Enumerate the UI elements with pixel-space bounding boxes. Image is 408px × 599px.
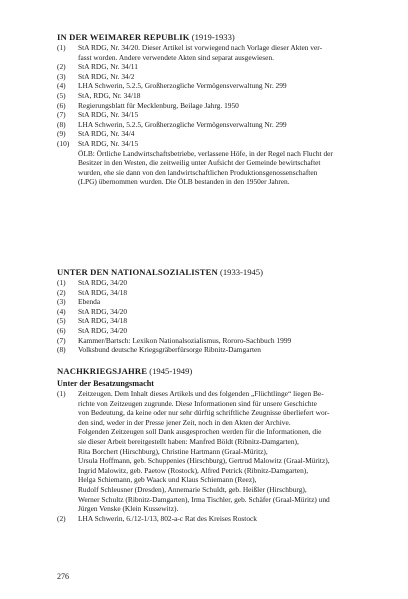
footnote-text: StA RDG, 34/20 bbox=[78, 325, 128, 335]
footnote-text: Rita Borchert (Hirschburg), Christine Hartmann (Graal-Müritz), bbox=[78, 446, 268, 456]
footnote bbox=[57, 91, 387, 101]
footnote-number: (3) bbox=[57, 71, 66, 81]
footnote-text: Werner Schultz (Ribnitz-Damgarten), Irma Tischler, geb. Schäfer (Graal-Müritz) und bbox=[78, 494, 330, 504]
footnote-text: sie dieser Arbeit bereitgestellt haben: Manfred Böldt (Ribnitz-Damgarten), bbox=[78, 436, 299, 446]
footnote bbox=[57, 101, 387, 111]
footnote-number: (9) bbox=[57, 129, 66, 139]
subsection-heading: Unter der Besatzungsmacht bbox=[57, 379, 155, 388]
section-nationalsozialisten bbox=[57, 267, 387, 355]
footnote-text: StA, RDG, Nr. 34/18 bbox=[78, 90, 141, 100]
footnote-text: StA RDG, Nr. 34/15 bbox=[78, 138, 139, 148]
footnote bbox=[57, 297, 387, 307]
footnote-number: (1) bbox=[57, 43, 66, 52]
footnote bbox=[57, 278, 387, 288]
footnote-continuation: ÖLB: Örtliche Landwirtschaftsbetriebe, verlassene Höfe, in der Regel nach Flucht der bbox=[78, 148, 333, 158]
footnote bbox=[57, 345, 387, 355]
footnote-number: (4) bbox=[57, 81, 66, 91]
section-heading-title: IN DER WEIMARER REPUBLIK bbox=[57, 32, 190, 42]
footnote-text: fasst worden. Andere verwendete Akten sind separat ausgewiesen. bbox=[78, 52, 274, 62]
page-number: 276 bbox=[57, 572, 69, 581]
footnote-text: LHA Schwerin, 5.2.5, Großherzogliche Vermögensverwaltung Nr. 299 bbox=[78, 119, 287, 129]
section-heading bbox=[57, 32, 387, 43]
footnote-continuation: wurden, ehe sie dann von den landwirtschaftlichen Produktionsgenossenschaften bbox=[78, 167, 318, 177]
footnote-number: (7) bbox=[57, 335, 66, 345]
footnote-number: (4) bbox=[57, 306, 66, 316]
footnote-text: richte von Zeitzeugen zugrunde. Diese Informationen sind für unsere Geschichte bbox=[78, 398, 317, 408]
section-heading bbox=[57, 366, 387, 377]
footnote-text: StA RDG, 34/18 bbox=[78, 316, 128, 326]
footnote bbox=[57, 288, 387, 298]
section-weimar bbox=[57, 32, 387, 187]
footnote bbox=[57, 120, 387, 130]
footnote bbox=[57, 389, 387, 514]
footnote-text: Ebenda bbox=[78, 297, 101, 307]
footnote-continuation: (LPG) übernommen wurden. Die ÖLB bestanden in den 1950er Jahren. bbox=[78, 177, 290, 187]
footnote-text: Regierungsblatt für Mecklenburg, Beilage Jahrg. 1950 bbox=[78, 100, 239, 110]
footnote-text: StA RDG, Nr. 34/15 bbox=[78, 110, 139, 120]
footnote bbox=[57, 307, 387, 317]
footnote-text: Folgenden Zeitzeugen soll Dank ausgesprochen werden für die Informationen, die bbox=[78, 427, 322, 437]
footnote bbox=[57, 336, 387, 346]
footnote bbox=[57, 62, 387, 72]
footnote-text: LHA Schwerin, 5.2.5, Großherzogliche Vermögensverwaltung Nr. 299 bbox=[78, 81, 287, 91]
section-heading-years: (1919-1933) bbox=[191, 32, 235, 42]
footnote bbox=[57, 81, 387, 91]
footnote-text: Helga Schiemann, geb Waack und Klaus Schiemann (Reez), bbox=[78, 475, 257, 485]
footnote-number: (7) bbox=[57, 110, 66, 120]
footnote-text: LHA Schwerin, 6./12-1/13, 802-a-c Rat des Kreises Rostock bbox=[78, 513, 257, 523]
footnote-text: Jürgen Venske (Klein Kussewitz). bbox=[78, 504, 179, 514]
footnote-text: StA RDG, 34/20 bbox=[78, 306, 128, 316]
section-heading bbox=[57, 267, 387, 278]
footnote bbox=[57, 129, 387, 139]
footnote bbox=[57, 326, 387, 336]
footnote-text: StA RDG, Nr. 34/2 bbox=[78, 71, 135, 81]
footnote-text: Kammer/Bartsch: Lexikon Nationalsozialismus, Rororo-Sachbuch 1999 bbox=[78, 335, 292, 345]
footnote-text: StA RDG, 34/18 bbox=[78, 287, 128, 297]
footnote-text: StA RDG, Nr. 34/4 bbox=[78, 129, 135, 139]
section-heading-title: NACHKRIEGSJAHRE bbox=[57, 366, 148, 376]
footnote-text: StA RDG, 34/20 bbox=[78, 278, 128, 287]
footnote-number: (2) bbox=[57, 287, 66, 297]
footnote bbox=[57, 514, 387, 524]
footnote-text: den sind, weder in der Presse jener Zeit, noch in den Akten der Archive. bbox=[78, 417, 291, 427]
footnote-text: StA RDG, Nr. 34/11 bbox=[78, 62, 138, 72]
section-nachkriegsjahre bbox=[57, 366, 387, 523]
section-heading-years: (1945-1949) bbox=[149, 366, 193, 376]
footnote-text: Volksbund deutsche Kriegsgräberfürsorge Ribnitz-Damgarten bbox=[78, 345, 262, 355]
footnote-number: (2) bbox=[57, 513, 66, 523]
footnote-number: (8) bbox=[57, 345, 66, 355]
footnote-number: (2) bbox=[57, 62, 66, 72]
section-heading-title: UNTER DEN NATIONALSOZIALISTEN bbox=[57, 267, 218, 277]
footnote-continuation: Besitzer in den Westen, die zeitweilig unter Aufsicht der Gemeinde bewirtschaftet bbox=[78, 158, 321, 168]
footnote-text: Zeitzeugen. Dem Inhalt dieses Artikels und des folgenden „Flüchtlinge“ liegen Be- bbox=[78, 389, 324, 398]
footnote-text: Rudolf Schleusner (Dresden), Annemarie Schuldt, geb. Heißler (Hirschburg), bbox=[78, 484, 307, 494]
footnote-number: (3) bbox=[57, 297, 66, 307]
footnote bbox=[57, 72, 387, 82]
footnote-text: von Bedeutung, da keine oder nur sehr dürftig schriftliche Zeugnisse überliefert wor- bbox=[78, 408, 330, 418]
section-heading-years: (1933-1945) bbox=[219, 267, 263, 277]
footnote bbox=[57, 316, 387, 326]
footnote-number: (6) bbox=[57, 100, 66, 110]
footnote bbox=[57, 110, 387, 120]
footnote-text: StA RDG, Nr. 34/20. Dieser Artikel ist vorwiegend nach Vorlage dieser Akten ver- bbox=[78, 43, 323, 52]
footnote-text: Ursula Hoffmann, geb. Schuppenies (Hirschburg), Gertrud Malowitz (Graal-Müritz), bbox=[78, 456, 330, 466]
footnote-text: Ingrid Malowitz, geb. Paetow (Rostock), Alfred Petrick (Ribnitz-Damgarten), bbox=[78, 465, 309, 475]
footnote-number: (1) bbox=[57, 278, 66, 287]
footnote-number: (5) bbox=[57, 90, 66, 100]
footnote-number: (8) bbox=[57, 119, 66, 129]
footnote-number: (6) bbox=[57, 325, 66, 335]
footnote-number: (10) bbox=[57, 138, 70, 148]
footnote-number: (1) bbox=[57, 389, 66, 398]
footnote bbox=[57, 139, 387, 149]
footnote bbox=[57, 43, 387, 62]
footnote-number: (5) bbox=[57, 316, 66, 326]
